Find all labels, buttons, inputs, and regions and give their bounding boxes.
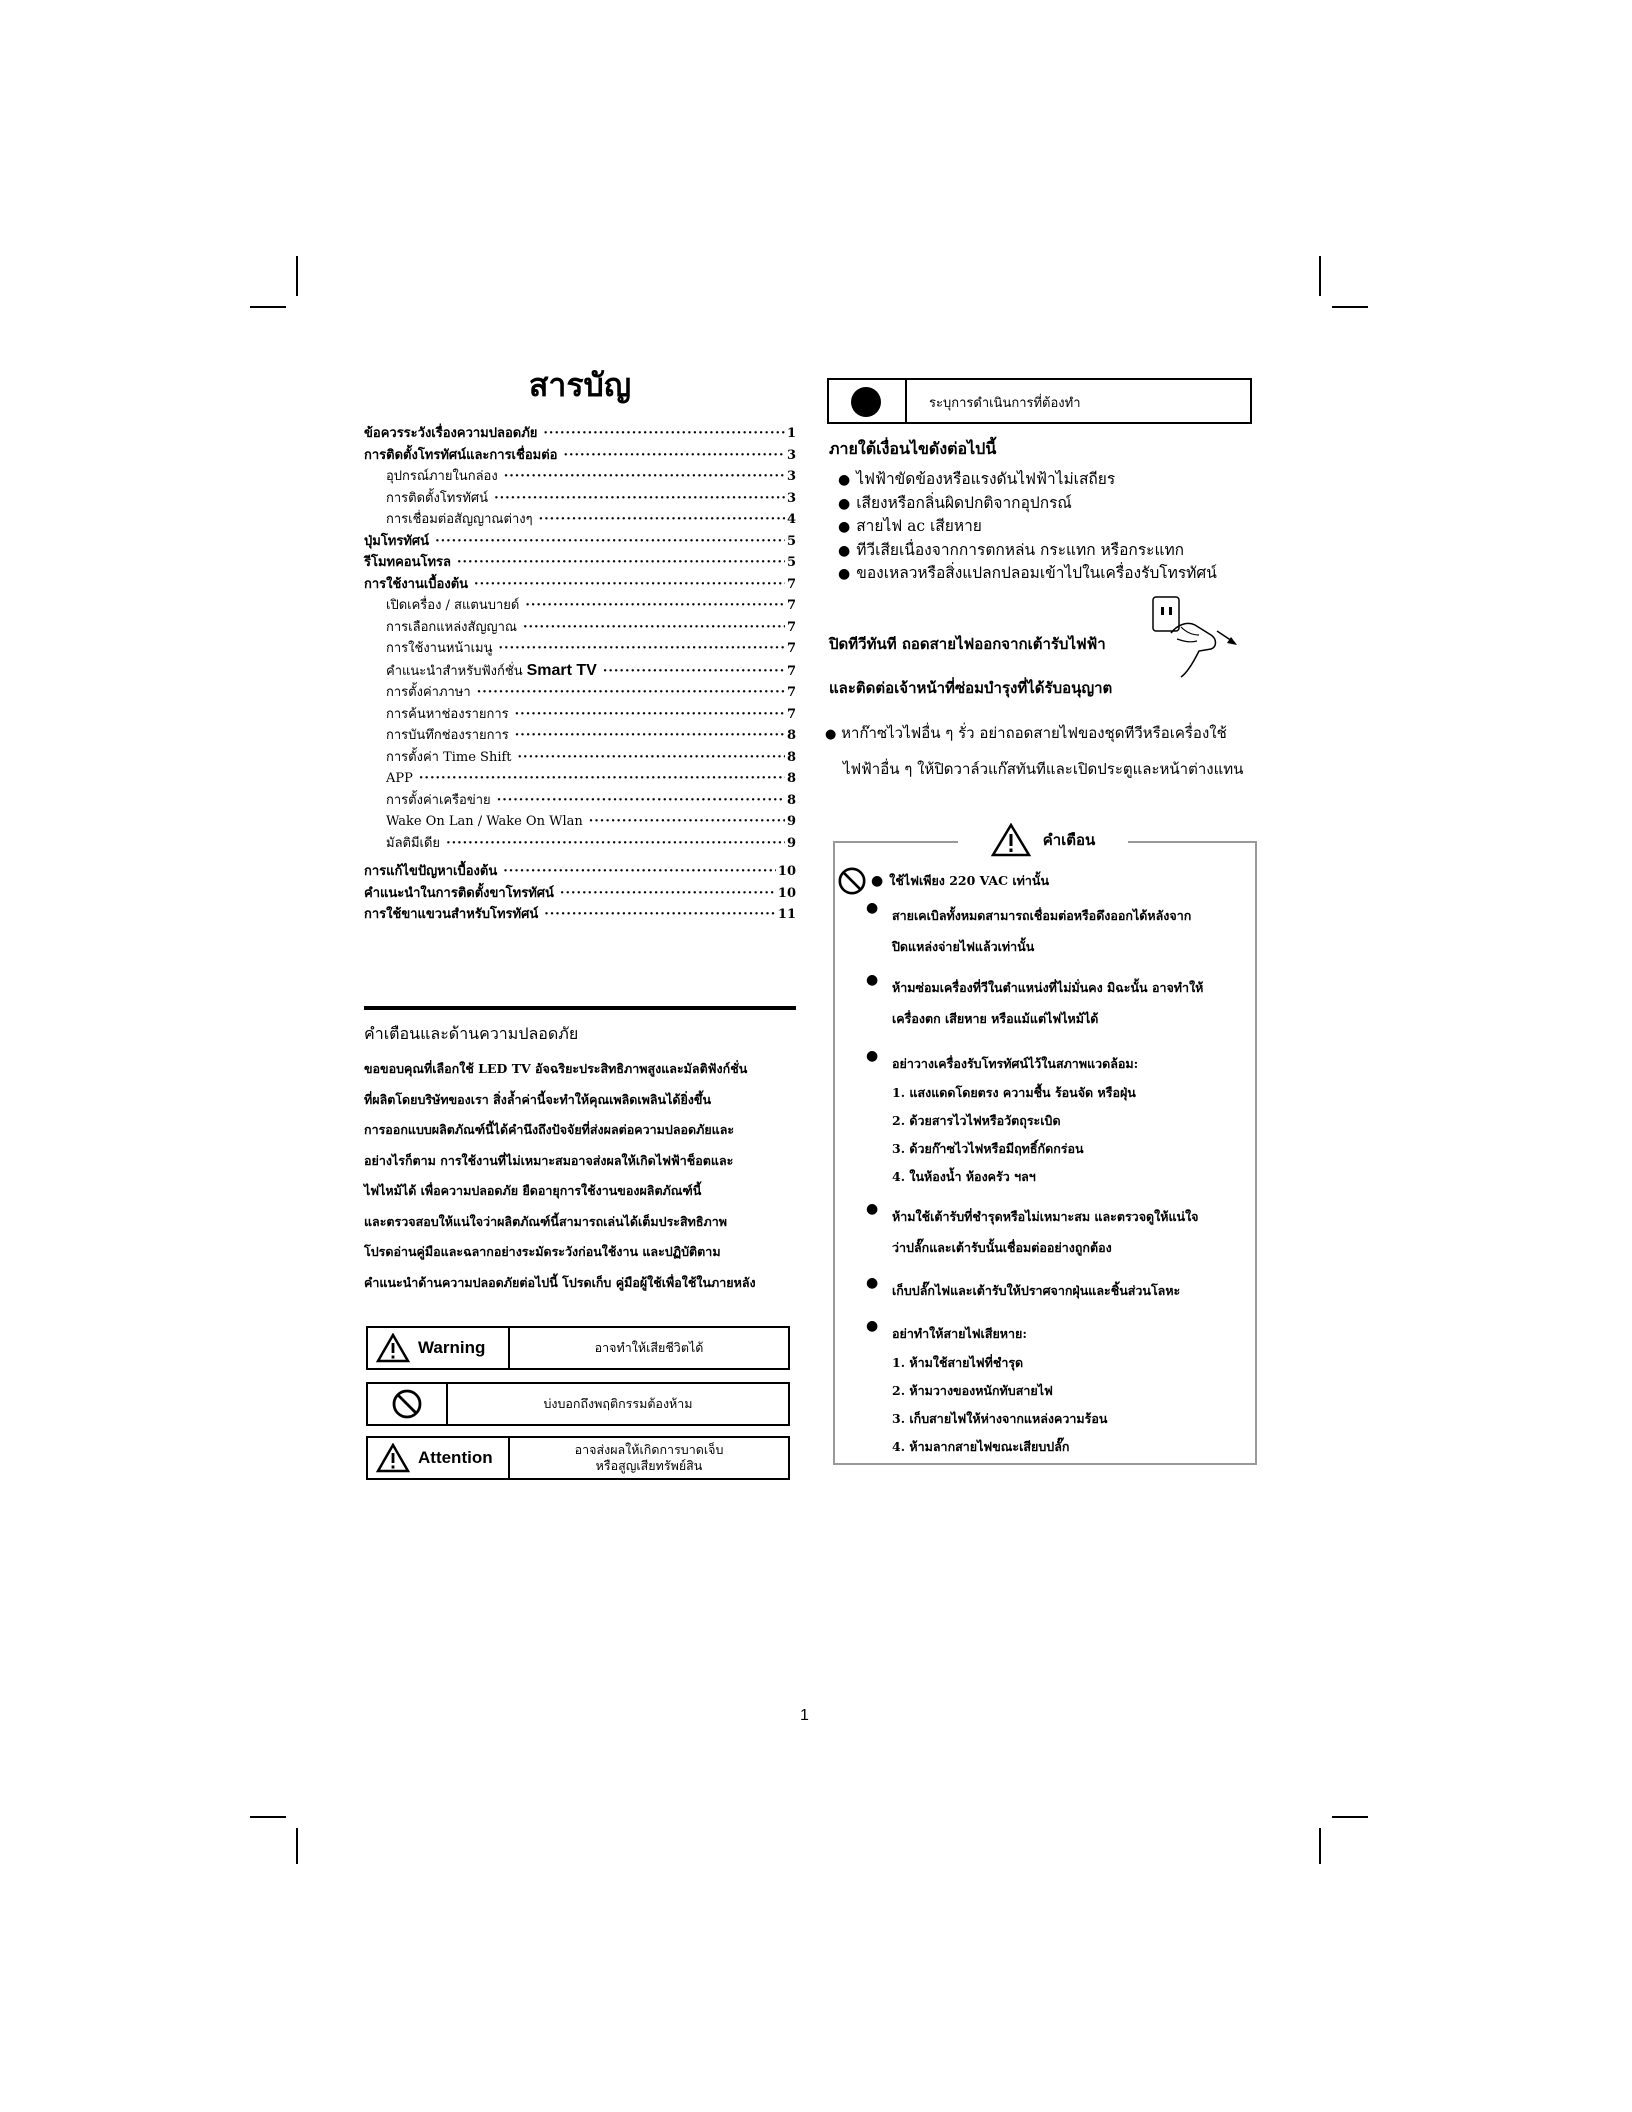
bullet-icon: ● bbox=[866, 1318, 879, 1334]
toc-leader bbox=[523, 617, 785, 639]
toc-page-number: 5 bbox=[786, 555, 796, 570]
legend-description bbox=[510, 1442, 788, 1474]
toc-entry-label: อุปกรณ์ภายในกล่อง bbox=[386, 469, 498, 484]
toc-leader bbox=[603, 661, 785, 683]
safety-line: อย่างไรก็ตาม การใช้งานที่ไม่เหมาะสมอาจส่งผลให้เกิดไฟฟ้าช็อตและ bbox=[364, 1152, 734, 1168]
toc-leader bbox=[539, 509, 785, 531]
safety-line: คำแนะนำด้านความปลอดภัยต่อไปนี้ โปรดเก็บ คู่มือผู้ใช้เพื่อใช้ในภายหลัง bbox=[364, 1274, 756, 1290]
toc-entry bbox=[364, 861, 796, 883]
unplug-line: ปิดทีวีทันที ถอดสายไฟออกจากเต้ารับไฟฟ้า bbox=[829, 635, 1106, 653]
toc-leader bbox=[560, 883, 776, 905]
warning-item bbox=[866, 1318, 1251, 1461]
safety-line: ที่ผลิตโดยบริษัทของเรา สิ่งล้ำค่านี้จะทำให้คุณเพลิดเพลินได้ยิ่งขึ้น bbox=[364, 1091, 712, 1107]
warning-item-line: 3. ด้วยก๊าซไวไฟหรือมีฤทธิ์กัดกร่อน bbox=[892, 1141, 1084, 1156]
toc-entry-label: การบันทึกช่องรายการ bbox=[386, 728, 509, 743]
warning-item-line: ห้ามซ่อมเครื่องที่วีในตำแหน่งที่ไม่มั่นคง มิฉะนั้น อาจทำให้ bbox=[892, 980, 1204, 995]
toc-entry-label: การแก้ไขปัญหาเบื้องต้น bbox=[364, 864, 498, 879]
toc-leader bbox=[474, 574, 785, 596]
toc-leader bbox=[446, 833, 785, 855]
toc-leader bbox=[499, 638, 785, 660]
toc-entry bbox=[364, 904, 796, 926]
table-of-contents bbox=[364, 360, 796, 926]
warning-item-line: 3. เก็บสายไฟให้ห่างจากแหล่งความร้อน bbox=[892, 1411, 1108, 1426]
toc-page-number: 7 bbox=[786, 619, 796, 635]
operation-text: ระบุการดำเนินการที่ต้องทำ bbox=[929, 396, 1081, 411]
toc-entry bbox=[364, 833, 796, 855]
warning-item-line: เครื่องตก เสียหาย หรือแม้แต่ไฟไหม้ได้ bbox=[892, 1011, 1099, 1026]
toc-page-number: 7 bbox=[786, 706, 796, 722]
toc-entry bbox=[364, 660, 796, 683]
toc-entry-label: การตั้งค่าภาษา bbox=[386, 685, 471, 700]
toc-entry-label: การตั้งค่า Time Shift bbox=[386, 749, 512, 765]
warning-item bbox=[866, 900, 1251, 962]
toc-leader bbox=[497, 790, 785, 812]
toc-entry bbox=[364, 423, 796, 445]
gas-leak-note bbox=[825, 716, 1243, 786]
safety-title: คำเตือนและด้านความปลอดภัย bbox=[364, 1024, 579, 1043]
legend-attention bbox=[366, 1436, 790, 1480]
safety-line: และตรวจสอบให้แน่ใจว่าผลิตภัณฑ์นี้สามารถเล่นได้เต็มประสิทธิภาพ bbox=[364, 1213, 728, 1229]
list-item: ● สายไฟ ac เสียหาย bbox=[838, 515, 1217, 539]
list-item: ● เสียงหรือกลิ่นผิดปกติจากอุปกรณ์ bbox=[838, 492, 1217, 516]
toc-leader bbox=[543, 423, 785, 445]
toc-entry-label: มัลติมีเดีย bbox=[386, 835, 441, 851]
safety-line: การออกแบบผลิตภัณฑ์นี้ได้คำนึงถึงปัจจัยที่ส่งผลต่อความปลอดภัยและ bbox=[364, 1122, 735, 1137]
toc-entry-label: เปิดเครื่อง / สแตนบายด์ bbox=[386, 598, 520, 613]
gas-line: ● หาก๊าซไวไฟอื่น ๆ รั่ว อย่าถอดสายไฟของชุดทีวีหรือเครื่องใช้ bbox=[825, 724, 1227, 742]
toc-entry bbox=[364, 682, 796, 704]
toc-page-number: 7 bbox=[786, 641, 796, 656]
toc-entry bbox=[364, 595, 796, 617]
toc-entry-label: การตั้งค่าเครือข่าย bbox=[386, 792, 491, 808]
crop-mark bbox=[1319, 256, 1321, 296]
toc-leader bbox=[515, 704, 785, 726]
toc-entry-label: การติดตั้งโทรทัศน์และการเชื่อมต่อ bbox=[364, 447, 558, 463]
warning-item bbox=[866, 1201, 1251, 1263]
section-divider bbox=[364, 1006, 796, 1010]
toc-entry-label: คำแนะนำสำหรับฟังก์ชั่น bbox=[386, 663, 523, 679]
warning-title: คำเตือน bbox=[1042, 831, 1096, 849]
toc-page-number: 7 bbox=[786, 576, 796, 592]
warning-box-title bbox=[958, 820, 1128, 860]
toc-entry bbox=[364, 883, 796, 905]
warning-item bbox=[866, 1275, 1251, 1306]
warning-item-line: สายเคเบิลทั้งหมดสามารถเชื่อมต่อหรือดึงออกได้หลังจาก bbox=[892, 908, 1192, 923]
bullet-icon: ● bbox=[866, 1048, 879, 1064]
toc-leader bbox=[419, 768, 785, 790]
warning-item-line: 2. ห้ามวางของหนักทับสายไฟ bbox=[892, 1383, 1053, 1398]
toc-entry bbox=[364, 445, 796, 467]
legend-description: อาจทำให้เสียชีวิตได้ bbox=[594, 1340, 704, 1355]
gas-line: ไฟฟ้าอื่น ๆ ให้ปิดวาล์วแก๊สทันทีและเปิดประตูและหน้าต่างแทน bbox=[843, 760, 1244, 778]
toc-entry-label: คำแนะนำในการติดตั้งขาโทรทัศน์ bbox=[364, 885, 554, 901]
safety-body bbox=[364, 1054, 796, 1298]
toc-entry bbox=[364, 531, 796, 553]
crop-mark bbox=[250, 1816, 286, 1818]
safety-line: โปรดอ่านคู่มือและฉลากอย่างระมัดระวังก่อนใช้งาน และปฏิบัติตาม bbox=[364, 1244, 721, 1259]
crop-mark bbox=[1332, 1816, 1368, 1818]
toc-page-number: 8 bbox=[786, 749, 796, 765]
toc-entry bbox=[364, 552, 796, 574]
toc-leader bbox=[504, 466, 785, 488]
warning-items bbox=[866, 900, 1251, 1461]
list-item: ● ไฟฟ้าขัดข้องหรือแรงดันไฟฟ้าไม่เสถียร bbox=[838, 468, 1217, 492]
toc-entry-label: การเชื่อมต่อสัญญาณต่างๆ bbox=[386, 512, 533, 527]
toc-entry-label: ข้อควรระวังเรื่องความปลอดภัย bbox=[364, 426, 538, 441]
toc-page-number: 10 bbox=[777, 885, 796, 901]
toc-page-number: 9 bbox=[786, 835, 796, 851]
toc-entry-label: ปุ่มโทรทัศน์ bbox=[364, 533, 430, 549]
legend-prohibited bbox=[366, 1382, 790, 1426]
toc-leader bbox=[544, 904, 776, 926]
warning-item-line: 4. ห้ามลากสายไฟขณะเสียบปลั๊ก bbox=[892, 1439, 1070, 1454]
toc-page-number: 4 bbox=[786, 512, 796, 527]
toc-page-number: 7 bbox=[786, 685, 796, 700]
prohibition-icon bbox=[837, 866, 867, 896]
toc-entry-label: การเลือกแหล่งสัญญาณ bbox=[386, 619, 517, 635]
safety-line: ไฟไหม้ได้ เพื่อความปลอดภัย ยืดอายุการใช้งานของผลิตภัณฑ์นี้ bbox=[364, 1183, 702, 1198]
legend-word: Warning bbox=[418, 1338, 486, 1357]
toc-leader bbox=[457, 552, 785, 574]
warning-item-line: 1. ห้ามใช้สายไฟที่ชำรุด bbox=[892, 1355, 1024, 1370]
warning-item bbox=[866, 1048, 1251, 1191]
toc-page-number: 3 bbox=[786, 490, 796, 506]
toc-entry bbox=[364, 509, 796, 531]
toc-page-number: 3 bbox=[786, 469, 796, 484]
warning-item-line: 2. ด้วยสารไวไฟหรือวัตถุระเบิด bbox=[892, 1113, 1061, 1128]
toc-entry-label: รีโมทคอนโทรล bbox=[364, 555, 451, 570]
prohibition-icon bbox=[391, 1388, 423, 1420]
legend-description-line: หรือสูญเสียทรัพย์สิน bbox=[595, 1458, 703, 1473]
toc-page-number: 7 bbox=[786, 598, 796, 613]
crop-mark bbox=[250, 306, 286, 308]
toc-leader bbox=[435, 531, 785, 553]
toc-page-number: 8 bbox=[786, 728, 796, 743]
list-item: ● ทีวีเสียเนื่องจากการตกหล่น กระแทก หรือกระแทก bbox=[838, 539, 1217, 563]
warning-item-line: ห้ามใช้เต้ารับที่ชำรุดหรือไม่เหมาะสม และตรวจดูให้แน่ใจ bbox=[892, 1209, 1199, 1224]
legend-description: บ่งบอกถึงพฤติกรรมต้องห้าม bbox=[543, 1396, 693, 1411]
bullet-icon: ● bbox=[866, 972, 879, 988]
toc-leader bbox=[503, 861, 776, 883]
toc-page-number: 11 bbox=[777, 907, 796, 922]
page-number: 1 bbox=[800, 1707, 809, 1724]
toc-entry bbox=[364, 725, 796, 747]
warning-item-line: อย่าทำให้สายไฟเสียหาย: bbox=[892, 1326, 1027, 1341]
bullet-icon: ● bbox=[866, 1275, 879, 1291]
toc-page-number: 8 bbox=[786, 771, 796, 786]
legend-description-line: อาจส่งผลให้เกิดการบาดเจ็บ bbox=[574, 1442, 724, 1457]
warning-item bbox=[866, 972, 1251, 1034]
crop-mark bbox=[1319, 1828, 1321, 1864]
toc-entry-label: APP bbox=[386, 771, 413, 786]
toc-leader bbox=[518, 747, 785, 769]
unplug-hand-icon bbox=[1141, 591, 1241, 681]
toc-page-number: 10 bbox=[777, 864, 796, 879]
toc-page-number: 1 bbox=[786, 426, 796, 441]
unplug-line: และติดต่อเจ้าหน้าที่ซ่อมบำรุงที่ได้รับอนุญาต bbox=[829, 679, 1113, 697]
toc-leader bbox=[525, 595, 785, 617]
toc-page-number: 9 bbox=[786, 814, 796, 829]
toc-entry-label: การใช้งานหน้าเมนู bbox=[386, 641, 493, 656]
toc-entry bbox=[364, 617, 796, 639]
toc-entry bbox=[364, 574, 796, 596]
list-item: ● ของเหลวหรือสิ่งแปลกปลอมเข้าไปในเครื่องรับโทรทัศน์ bbox=[838, 562, 1217, 586]
toc-entry-label-suffix: Smart TV bbox=[526, 661, 597, 679]
unplug-instruction bbox=[829, 622, 1112, 710]
crop-mark bbox=[296, 256, 298, 296]
toc-title: สารบัญ bbox=[528, 366, 632, 404]
crop-mark bbox=[1332, 306, 1368, 308]
toc-entry-label: Wake On Lan / Wake On Wlan bbox=[386, 814, 583, 829]
toc-entry bbox=[364, 790, 796, 812]
toc-page-number: 5 bbox=[786, 533, 796, 549]
voltage-warning: ● ใช้ไฟเพียง 220 VAC เท่านั้น bbox=[837, 866, 1049, 896]
toc-leader bbox=[477, 682, 785, 704]
crop-mark bbox=[296, 1828, 298, 1864]
legend-warning bbox=[366, 1326, 790, 1370]
toc-leader bbox=[563, 445, 785, 467]
toc-list bbox=[364, 423, 796, 926]
toc-entry-label: การใช้งานเบื้องต้น bbox=[364, 576, 469, 592]
operation-box bbox=[827, 378, 1252, 424]
warning-item-line: 1. แสงแดดโดยตรง ความชื้น ร้อนจัด หรือฝุ่น bbox=[892, 1085, 1136, 1100]
toc-entry-label: การใช้ขาแขวนสำหรับโทรทัศน์ bbox=[364, 907, 539, 922]
conditions-title: ภายใต้เงื่อนไขดังต่อไปนี้ bbox=[829, 439, 997, 458]
bullet-icon: ● bbox=[866, 900, 879, 916]
warning-item-line: 4. ในห้องน้ำ ห้องครัว ฯลฯ bbox=[892, 1169, 1036, 1184]
toc-entry bbox=[364, 488, 796, 510]
bullet-icon: ● bbox=[866, 1201, 879, 1217]
toc-entry bbox=[364, 811, 796, 833]
toc-entry-label: การติดตั้งโทรทัศน์ bbox=[386, 490, 489, 506]
toc-page-number: 7 bbox=[786, 663, 796, 679]
toc-entry bbox=[364, 747, 796, 769]
toc-entry bbox=[364, 466, 796, 488]
toc-page-number: 8 bbox=[786, 792, 796, 808]
toc-leader bbox=[515, 725, 785, 747]
toc-entry bbox=[364, 704, 796, 726]
warning-item-line: อย่าวางเครื่องรับโทรทัศน์ไว้ในสภาพแวดล้อม: bbox=[892, 1056, 1139, 1071]
warning-item-line: ว่าปลั๊กและเต้ารับนั้นเชื่อมต่ออย่างถูกต้อง bbox=[892, 1240, 1112, 1255]
mandatory-action-icon bbox=[851, 387, 881, 417]
toc-leader bbox=[494, 488, 785, 510]
legend-word: Attention bbox=[418, 1448, 493, 1467]
warning-item-line: เก็บปลั๊กไฟและเต้ารับให้ปราศจากฝุ่นและชิ้นส่วนโลหะ bbox=[892, 1283, 1181, 1298]
toc-entry bbox=[364, 768, 796, 790]
toc-page-number: 3 bbox=[786, 447, 796, 463]
warning-triangle-icon bbox=[376, 1333, 410, 1363]
warning-triangle-icon bbox=[991, 823, 1031, 857]
warning-triangle-icon bbox=[376, 1443, 410, 1473]
toc-leader bbox=[589, 811, 785, 833]
warning-item-line: ปิดแหล่งจ่ายไฟแล้วเท่านั้น bbox=[892, 939, 1035, 954]
safety-line: ขอขอบคุณที่เลือกใช้ LED TV อัจฉริยะประสิทธิภาพสูงและมัลติฟังก์ชั่น bbox=[364, 1061, 748, 1076]
conditions-list bbox=[838, 468, 1217, 586]
toc-entry bbox=[364, 638, 796, 660]
toc-entry-label: การค้นหาช่องรายการ bbox=[386, 706, 509, 722]
